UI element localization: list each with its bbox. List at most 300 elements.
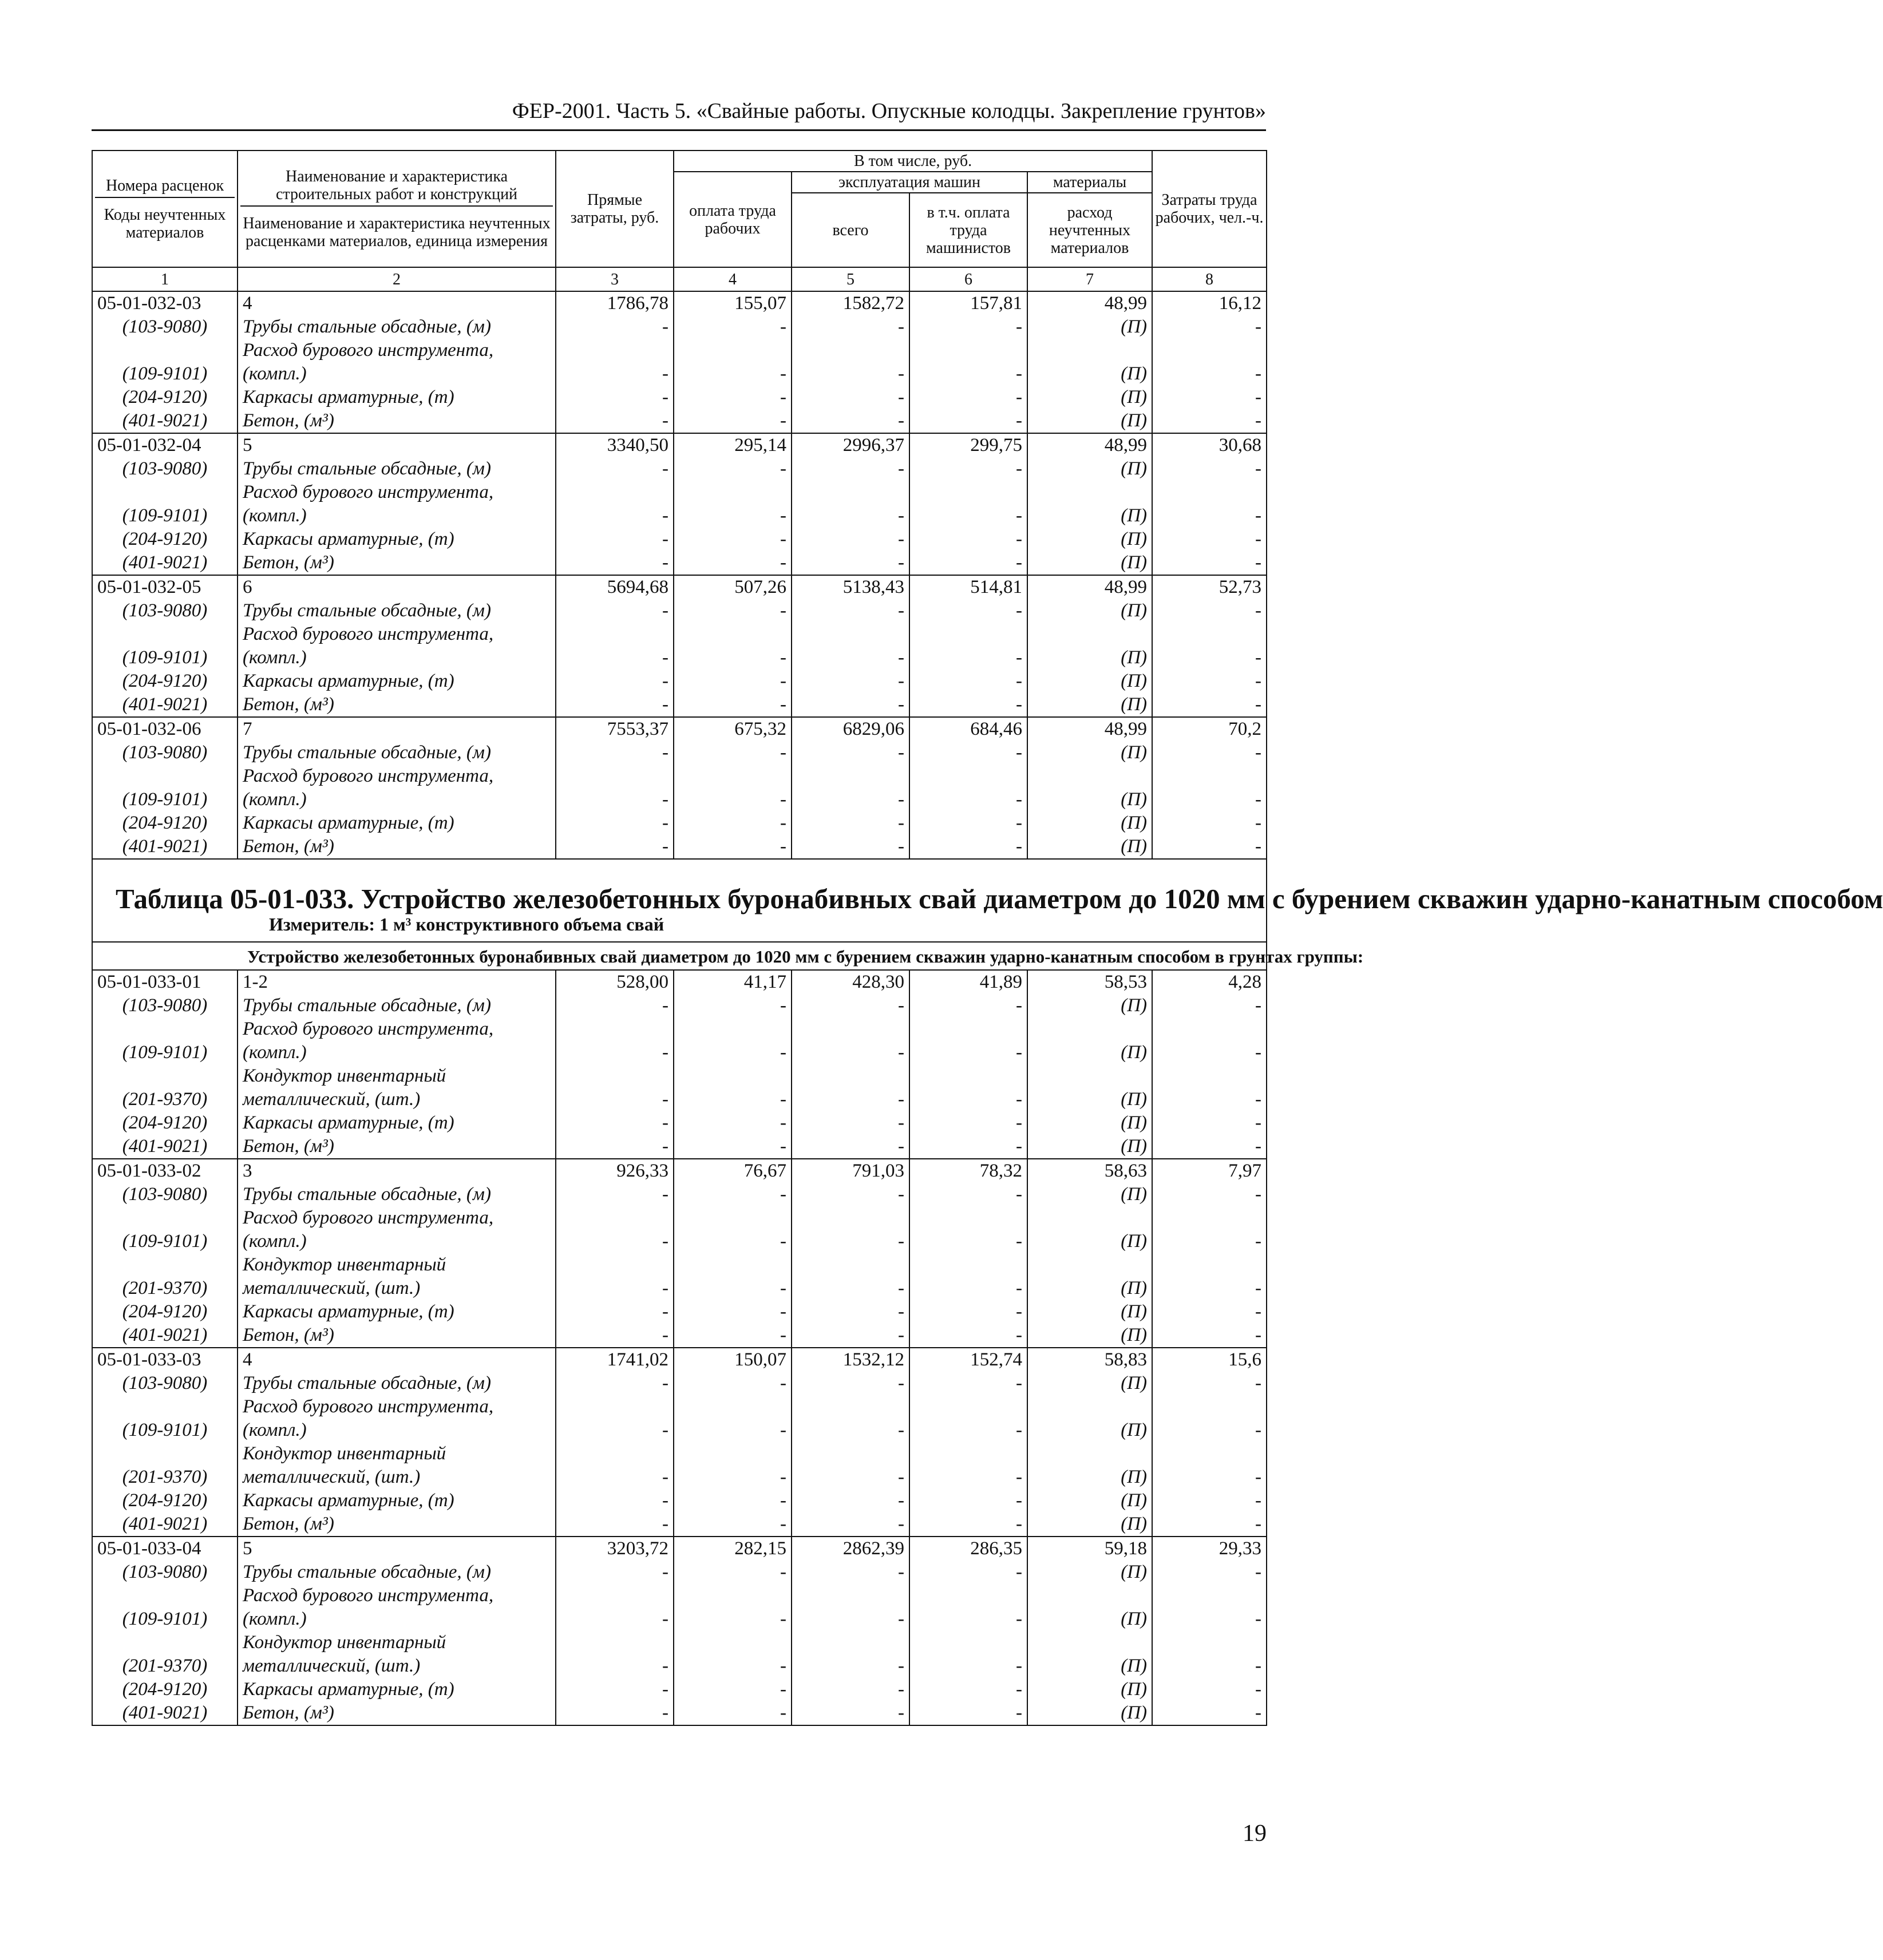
dash-cell: - <box>556 1300 674 1324</box>
material-code-cell <box>92 1017 238 1041</box>
material-code-cell: (204-9120) <box>92 1489 238 1512</box>
material-row <box>92 409 1267 433</box>
dash-cell: - <box>909 1183 1027 1206</box>
dash-cell <box>674 481 792 504</box>
dash-cell: - <box>674 1419 792 1442</box>
rate-name-cell: 6 <box>238 575 556 599</box>
materials-cell: 58,53 <box>1027 970 1152 994</box>
material-row <box>92 599 1267 623</box>
labor-cell: 30,68 <box>1152 433 1267 457</box>
machines-total-cell: 428,30 <box>792 970 909 994</box>
dash-cell: - <box>1152 386 1267 409</box>
dash-cell: - <box>674 386 792 409</box>
material-name-cell: Расход бурового инструмента, <box>238 1584 556 1607</box>
material-mark-cell: (П) <box>1027 1466 1152 1489</box>
table-subheader: Устройство железобетонных буронабивных свай диаметром до 1020 мм с бурением скважин ударно-канатным способом в грунтах группы: <box>92 942 1267 970</box>
material-row <box>92 1489 1267 1512</box>
dash-cell: - <box>556 1041 674 1064</box>
dash-cell: - <box>792 1277 909 1300</box>
material-code-cell: (204-9120) <box>92 386 238 409</box>
rate-code-cell: 05-01-033-02 <box>92 1159 238 1183</box>
material-mark-cell <box>1027 1064 1152 1088</box>
machines-wage-cell: 299,75 <box>909 433 1027 457</box>
dash-cell: - <box>674 994 792 1017</box>
dash-cell: - <box>674 1466 792 1489</box>
dash-cell: - <box>909 1041 1027 1064</box>
col-materials-sub-header: расход неучтенных материалов <box>1027 193 1152 267</box>
material-mark-cell: (П) <box>1027 1419 1152 1442</box>
dash-cell <box>556 623 674 646</box>
dash-cell <box>1152 339 1267 362</box>
material-mark-cell: (П) <box>1027 1183 1152 1206</box>
material-code-cell: (103-9080) <box>92 1372 238 1395</box>
material-row <box>92 1607 1267 1631</box>
dash-cell <box>556 339 674 362</box>
material-mark-cell <box>1027 765 1152 788</box>
dash-cell: - <box>556 1419 674 1442</box>
dash-cell: - <box>909 670 1027 693</box>
col-name-header <box>238 151 556 267</box>
col-number: 4 <box>674 267 792 291</box>
material-name-cell: Трубы стальные обсадные, (м) <box>238 741 556 765</box>
dash-cell <box>556 1253 674 1277</box>
dash-cell: - <box>792 1088 909 1111</box>
dash-cell: - <box>1152 457 1267 481</box>
material-mark-cell: (П) <box>1027 788 1152 811</box>
dash-cell: - <box>792 1183 909 1206</box>
rate-row <box>92 291 1267 315</box>
col-labor-header: Затраты труда рабочих, чел.-ч. <box>1152 151 1267 267</box>
dash-cell: - <box>1152 551 1267 575</box>
material-name-cell: Каркасы арматурные, (т) <box>238 670 556 693</box>
dash-cell: - <box>792 994 909 1017</box>
dash-cell <box>792 339 909 362</box>
material-name-cell: (компл.) <box>238 504 556 528</box>
dash-cell: - <box>1152 670 1267 693</box>
dash-cell <box>909 623 1027 646</box>
machines-total-cell: 6829,06 <box>792 717 909 741</box>
col-incl-header: В том числе, руб. <box>674 151 1152 172</box>
dash-cell <box>1152 1584 1267 1607</box>
rate-row <box>92 1159 1267 1183</box>
dash-cell <box>556 1064 674 1088</box>
material-name-cell: Каркасы арматурные, (т) <box>238 528 556 551</box>
dash-cell: - <box>556 741 674 765</box>
labor-cell: 4,28 <box>1152 970 1267 994</box>
dash-cell: - <box>909 1607 1027 1631</box>
material-mark-cell: (П) <box>1027 646 1152 670</box>
material-row <box>92 1041 1267 1064</box>
dash-cell: - <box>909 1135 1027 1159</box>
dash-cell <box>909 1442 1027 1466</box>
dash-cell: - <box>1152 1041 1267 1064</box>
material-code-cell <box>92 1584 238 1607</box>
machines-wage-cell: 514,81 <box>909 575 1027 599</box>
table-measure: Измеритель: 1 м³ конструктивного объема свай <box>269 914 664 935</box>
material-name-cell: Бетон, (м³) <box>238 1324 556 1348</box>
labor-cell: 16,12 <box>1152 291 1267 315</box>
dash-cell: - <box>1152 788 1267 811</box>
dash-cell <box>1152 623 1267 646</box>
material-name-cell: Расход бурового инструмента, <box>238 623 556 646</box>
material-name-cell: Каркасы арматурные, (т) <box>238 386 556 409</box>
material-row <box>92 1324 1267 1348</box>
col-number: 5 <box>792 267 909 291</box>
rate-name-cell: 5 <box>238 1537 556 1561</box>
material-name-cell: Каркасы арматурные, (т) <box>238 1678 556 1701</box>
material-mark-cell: (П) <box>1027 1111 1152 1135</box>
dash-cell: - <box>1152 1489 1267 1512</box>
dash-cell: - <box>674 504 792 528</box>
dash-cell <box>556 1584 674 1607</box>
direct-cost-cell: 528,00 <box>556 970 674 994</box>
dash-cell: - <box>1152 599 1267 623</box>
labor-cell: 52,73 <box>1152 575 1267 599</box>
material-code-cell: (103-9080) <box>92 599 238 623</box>
material-code-cell: (401-9021) <box>92 409 238 433</box>
dash-cell: - <box>909 788 1027 811</box>
material-mark-cell <box>1027 481 1152 504</box>
material-row <box>92 1253 1267 1277</box>
dash-cell <box>909 1631 1027 1654</box>
dash-cell: - <box>674 1183 792 1206</box>
dash-cell: - <box>556 835 674 859</box>
material-name-cell: Трубы стальные обсадные, (м) <box>238 994 556 1017</box>
dash-cell <box>909 481 1027 504</box>
materials-cell: 48,99 <box>1027 717 1152 741</box>
material-row <box>92 623 1267 646</box>
dash-cell: - <box>909 362 1027 386</box>
material-mark-cell <box>1027 1584 1152 1607</box>
dash-cell: - <box>1152 315 1267 339</box>
material-row <box>92 457 1267 481</box>
material-row <box>92 1419 1267 1442</box>
material-mark-cell <box>1027 339 1152 362</box>
dash-cell: - <box>674 1561 792 1584</box>
material-row <box>92 1395 1267 1419</box>
dash-cell: - <box>792 1654 909 1678</box>
dash-cell: - <box>792 457 909 481</box>
material-name-cell: Трубы стальные обсадные, (м) <box>238 1183 556 1206</box>
material-mark-cell <box>1027 1206 1152 1230</box>
dash-cell: - <box>556 386 674 409</box>
dash-cell: - <box>909 551 1027 575</box>
material-mark-cell: (П) <box>1027 1230 1152 1253</box>
dash-cell: - <box>792 1300 909 1324</box>
dash-cell: - <box>909 1111 1027 1135</box>
wage-cell: 675,32 <box>674 717 792 741</box>
material-code-cell: (109-9101) <box>92 1607 238 1631</box>
material-name-cell: Трубы стальные обсадные, (м) <box>238 1561 556 1584</box>
material-code-cell: (204-9120) <box>92 811 238 835</box>
dash-cell <box>792 1017 909 1041</box>
direct-cost-cell: 1741,02 <box>556 1348 674 1372</box>
dash-cell: - <box>909 1419 1027 1442</box>
dash-cell <box>1152 765 1267 788</box>
material-code-cell: (109-9101) <box>92 362 238 386</box>
direct-cost-cell: 3340,50 <box>556 433 674 457</box>
dash-cell: - <box>556 1230 674 1253</box>
dash-cell: - <box>556 1561 674 1584</box>
material-name-cell: Бетон, (м³) <box>238 551 556 575</box>
dash-cell: - <box>792 409 909 433</box>
machines-wage-cell: 286,35 <box>909 1537 1027 1561</box>
dash-cell: - <box>1152 1111 1267 1135</box>
dash-cell: - <box>1152 1230 1267 1253</box>
direct-cost-cell: 1786,78 <box>556 291 674 315</box>
material-name-cell: Расход бурового инструмента, <box>238 339 556 362</box>
dash-cell: - <box>674 1041 792 1064</box>
dash-cell <box>909 1064 1027 1088</box>
dash-cell <box>674 1442 792 1466</box>
dash-cell: - <box>792 1041 909 1064</box>
dash-cell: - <box>1152 811 1267 835</box>
material-code-cell: (109-9101) <box>92 1230 238 1253</box>
dash-cell: - <box>1152 835 1267 859</box>
material-code-cell: (401-9021) <box>92 1324 238 1348</box>
material-name-cell: (компл.) <box>238 1230 556 1253</box>
dash-cell: - <box>792 528 909 551</box>
material-name-cell: Каркасы арматурные, (т) <box>238 1111 556 1135</box>
rate-name-cell: 3 <box>238 1159 556 1183</box>
material-code-cell: (103-9080) <box>92 457 238 481</box>
dash-cell <box>1152 1253 1267 1277</box>
dash-cell: - <box>556 1183 674 1206</box>
material-code-cell: (204-9120) <box>92 528 238 551</box>
dash-cell <box>792 1064 909 1088</box>
dash-cell: - <box>1152 528 1267 551</box>
dash-cell: - <box>556 693 674 717</box>
machines-wage-cell: 684,46 <box>909 717 1027 741</box>
dash-cell: - <box>909 504 1027 528</box>
col-materials-header: материалы <box>1027 172 1152 193</box>
material-code-cell: (401-9021) <box>92 1135 238 1159</box>
table-body-033 <box>92 970 1267 1725</box>
material-code-cell: (109-9101) <box>92 1041 238 1064</box>
dash-cell: - <box>556 315 674 339</box>
material-code-cell: (204-9120) <box>92 670 238 693</box>
material-row <box>92 1300 1267 1324</box>
dash-cell: - <box>909 811 1027 835</box>
material-mark-cell: (П) <box>1027 741 1152 765</box>
material-row <box>92 386 1267 409</box>
dash-cell: - <box>792 315 909 339</box>
rate-code-cell: 05-01-032-05 <box>92 575 238 599</box>
material-name-cell: Расход бурового инструмента, <box>238 765 556 788</box>
material-mark-cell: (П) <box>1027 1300 1152 1324</box>
dash-cell: - <box>792 1111 909 1135</box>
materials-cell: 48,99 <box>1027 575 1152 599</box>
dash-cell <box>792 765 909 788</box>
dash-cell <box>792 1206 909 1230</box>
page-number: 19 <box>1243 1820 1267 1847</box>
direct-cost-cell: 5694,68 <box>556 575 674 599</box>
dash-cell: - <box>556 788 674 811</box>
dash-cell: - <box>909 1230 1027 1253</box>
material-row <box>92 1230 1267 1253</box>
dash-cell: - <box>792 693 909 717</box>
material-code-cell <box>92 1253 238 1277</box>
col-number: 7 <box>1027 267 1152 291</box>
wage-cell: 295,14 <box>674 433 792 457</box>
material-name-cell: Расход бурового инструмента, <box>238 1017 556 1041</box>
rate-name-cell: 4 <box>238 291 556 315</box>
rate-name-cell: 7 <box>238 717 556 741</box>
material-mark-cell: (П) <box>1027 811 1152 835</box>
dash-cell <box>556 1017 674 1041</box>
dash-cell: - <box>1152 1678 1267 1701</box>
material-code-cell <box>92 1631 238 1654</box>
dash-cell: - <box>1152 646 1267 670</box>
dash-cell: - <box>1152 1324 1267 1348</box>
material-mark-cell <box>1027 1253 1152 1277</box>
dash-cell <box>909 1017 1027 1041</box>
material-row <box>92 1442 1267 1466</box>
dash-cell: - <box>674 1607 792 1631</box>
dash-cell: - <box>909 835 1027 859</box>
dash-cell: - <box>674 741 792 765</box>
material-mark-cell: (П) <box>1027 504 1152 528</box>
machines-total-cell: 1582,72 <box>792 291 909 315</box>
material-row <box>92 1678 1267 1701</box>
material-row <box>92 504 1267 528</box>
rate-code-cell: 05-01-032-04 <box>92 433 238 457</box>
dash-cell <box>792 481 909 504</box>
dash-cell: - <box>792 1419 909 1442</box>
dash-cell: - <box>674 693 792 717</box>
materials-cell: 48,99 <box>1027 433 1152 457</box>
dash-cell: - <box>556 1654 674 1678</box>
dash-cell: - <box>674 1111 792 1135</box>
rate-row <box>92 1537 1267 1561</box>
material-code-cell: (109-9101) <box>92 504 238 528</box>
dash-cell: - <box>674 1489 792 1512</box>
dash-cell <box>674 1017 792 1041</box>
material-code-cell: (103-9080) <box>92 994 238 1017</box>
material-code-cell: (103-9080) <box>92 1561 238 1584</box>
material-mark-cell: (П) <box>1027 457 1152 481</box>
dash-cell <box>674 1206 792 1230</box>
rates-table <box>92 150 1883 1726</box>
material-name-cell: (компл.) <box>238 646 556 670</box>
material-row <box>92 1277 1267 1300</box>
material-mark-cell <box>1027 623 1152 646</box>
dash-cell: - <box>1152 1088 1267 1111</box>
rate-code-cell: 05-01-033-04 <box>92 1537 238 1561</box>
dash-cell: - <box>792 551 909 575</box>
dash-cell: - <box>556 599 674 623</box>
material-code-cell <box>92 1064 238 1088</box>
dash-cell: - <box>1152 1300 1267 1324</box>
dash-cell: - <box>674 1277 792 1300</box>
material-mark-cell: (П) <box>1027 1324 1152 1348</box>
dash-cell: - <box>674 599 792 623</box>
material-name-cell: металлический, (шт.) <box>238 1654 556 1678</box>
material-row <box>92 1701 1267 1725</box>
dash-cell: - <box>792 1607 909 1631</box>
dash-cell <box>1152 481 1267 504</box>
material-row <box>92 551 1267 575</box>
direct-cost-cell: 3203,72 <box>556 1537 674 1561</box>
material-code-cell: (103-9080) <box>92 315 238 339</box>
dash-cell <box>674 1631 792 1654</box>
material-mark-cell: (П) <box>1027 1041 1152 1064</box>
dash-cell: - <box>1152 1701 1267 1725</box>
material-name-cell: Бетон, (м³) <box>238 1701 556 1725</box>
dash-cell <box>556 481 674 504</box>
material-row <box>92 693 1267 717</box>
dash-cell: - <box>909 1561 1027 1584</box>
material-row <box>92 788 1267 811</box>
material-row <box>92 765 1267 788</box>
material-code-cell: (401-9021) <box>92 693 238 717</box>
material-row <box>92 481 1267 504</box>
dash-cell <box>556 1631 674 1654</box>
material-code-cell: (103-9080) <box>92 1183 238 1206</box>
dash-cell: - <box>1152 741 1267 765</box>
dash-cell: - <box>556 811 674 835</box>
dash-cell <box>674 1064 792 1088</box>
labor-cell: 29,33 <box>1152 1537 1267 1561</box>
material-code-cell <box>92 1442 238 1466</box>
dash-cell <box>909 339 1027 362</box>
dash-cell: - <box>674 788 792 811</box>
dash-cell <box>1152 1206 1267 1230</box>
dash-cell: - <box>1152 1183 1267 1206</box>
dash-cell <box>792 1395 909 1419</box>
dash-cell: - <box>556 551 674 575</box>
material-mark-cell: (П) <box>1027 1088 1152 1111</box>
rate-name-cell: 4 <box>238 1348 556 1372</box>
dash-cell <box>792 623 909 646</box>
material-mark-cell: (П) <box>1027 315 1152 339</box>
dash-cell: - <box>909 315 1027 339</box>
material-mark-cell: (П) <box>1027 835 1152 859</box>
dash-cell: - <box>1152 1654 1267 1678</box>
material-name-cell: Кондуктор инвентарный <box>238 1442 556 1466</box>
material-name-cell: (компл.) <box>238 1419 556 1442</box>
material-code-cell: (204-9120) <box>92 1678 238 1701</box>
dash-cell: - <box>674 1230 792 1253</box>
dash-cell: - <box>1152 994 1267 1017</box>
material-row <box>92 362 1267 386</box>
col-machines-total-header: всего <box>792 193 909 267</box>
dash-cell: - <box>909 994 1027 1017</box>
dash-cell: - <box>556 504 674 528</box>
material-name-cell: металлический, (шт.) <box>238 1277 556 1300</box>
labor-cell: 7,97 <box>1152 1159 1267 1183</box>
dash-cell: - <box>1152 1277 1267 1300</box>
material-mark-cell: (П) <box>1027 1489 1152 1512</box>
material-mark-cell <box>1027 1395 1152 1419</box>
dash-cell: - <box>909 1654 1027 1678</box>
dash-cell: - <box>792 1489 909 1512</box>
material-code-cell: (201-9370) <box>92 1088 238 1111</box>
dash-cell: - <box>909 599 1027 623</box>
direct-cost-cell: 7553,37 <box>556 717 674 741</box>
material-mark-cell: (П) <box>1027 1372 1152 1395</box>
material-mark-cell: (П) <box>1027 693 1152 717</box>
col-code-bottom: Коды неучтенных материалов <box>104 205 226 241</box>
dash-cell: - <box>792 386 909 409</box>
col-name-top: Наименование и характеристика строительных работ и конструкций <box>240 168 553 207</box>
material-code-cell: (109-9101) <box>92 646 238 670</box>
material-name-cell: металлический, (шт.) <box>238 1088 556 1111</box>
material-row <box>92 811 1267 835</box>
dash-cell: - <box>909 1088 1027 1111</box>
dash-cell: - <box>792 1512 909 1537</box>
material-row <box>92 1183 1267 1206</box>
